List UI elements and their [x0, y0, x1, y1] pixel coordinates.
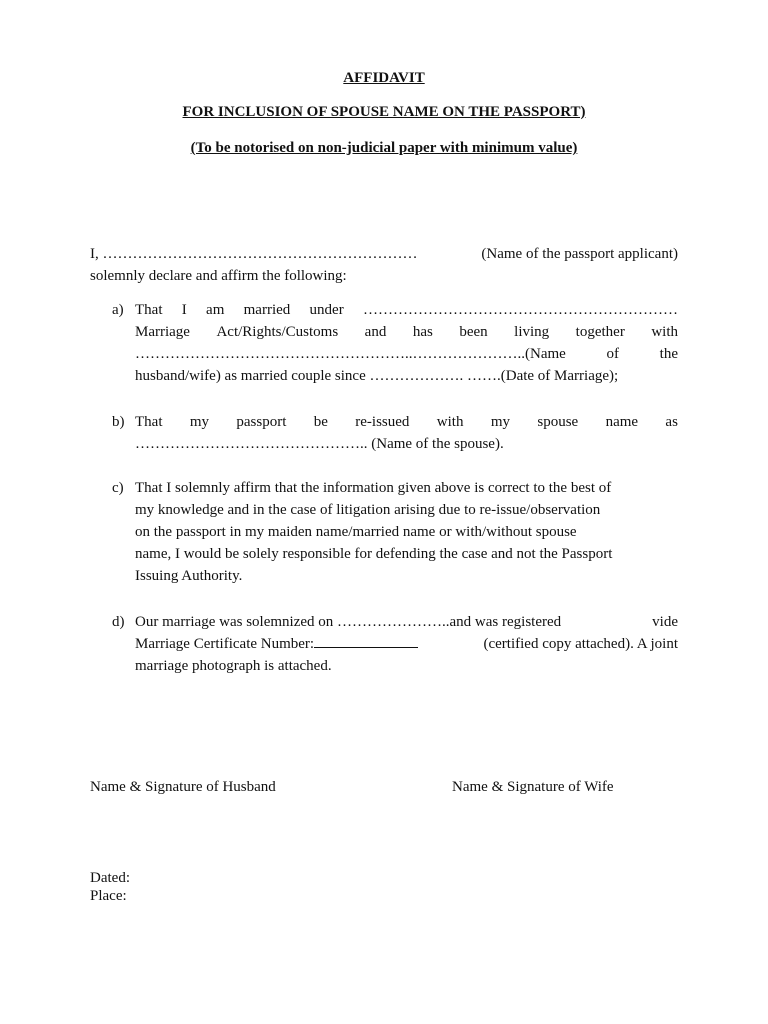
wife-signature-label: Name & Signature of Wife	[452, 779, 614, 795]
word: my	[490, 414, 510, 430]
word: the	[659, 346, 678, 362]
spouse-name-blank: ………………………………………………..…………………..(Name	[135, 346, 566, 362]
clause-a-line-1	[135, 299, 678, 321]
clause-c-line-2: my knowledge and in the case of litigation arising due to re-issue/observation	[135, 502, 601, 518]
clause-c-line-1: That I solemnly affirm that the information given above is correct to the best of	[135, 480, 612, 496]
word: am	[206, 302, 225, 318]
word: my	[189, 414, 210, 430]
word: of	[606, 346, 619, 362]
clause-c-line-3: on the passport in my maiden name/married name or with/without spouse	[135, 524, 577, 540]
clause-d-line-2	[135, 633, 678, 655]
document-title: AFFIDAVIT	[343, 70, 425, 86]
clause-c	[112, 477, 678, 587]
clause-d-body	[135, 611, 678, 677]
word: That	[135, 414, 163, 430]
word: as	[665, 414, 678, 430]
word: with	[436, 414, 464, 430]
word: with	[651, 324, 678, 340]
clause-a-line-3	[135, 343, 678, 365]
clause-b-line-2: ……………………………………….. (Name of the spouse).	[135, 436, 504, 452]
word: been	[459, 324, 488, 340]
certificate-number-group	[135, 633, 418, 655]
clause-c-line-4: name, I would be solely responsible for defending the case and not the Passport	[135, 546, 613, 562]
certificate-number-label: Marriage Certificate Number:	[135, 636, 315, 652]
clause-b	[112, 411, 678, 455]
clause-a	[112, 299, 678, 387]
intro-line-1	[90, 243, 678, 265]
declaration-intro	[90, 243, 678, 287]
word: re-issued	[355, 414, 410, 430]
intro-line-2: solemnly declare and affirm the following:	[90, 268, 347, 284]
clause-c-line-5: Issuing Authority.	[135, 568, 243, 584]
word: passport	[236, 414, 287, 430]
word: living	[514, 324, 550, 340]
word: together	[575, 324, 625, 340]
clause-b-line-1	[135, 411, 678, 433]
clause-b-body	[135, 411, 678, 455]
marriage-date-text: Our marriage was solemnized on …………………..and was registered	[135, 614, 562, 630]
clause-d	[112, 611, 678, 677]
word: vide	[652, 614, 678, 630]
word: has	[412, 324, 433, 340]
clause-a-line-4: husband/wife) as married couple since ………………. …….(Date of Marriage);	[135, 368, 619, 384]
clause-marker: d)	[112, 614, 125, 630]
word: I	[181, 302, 187, 318]
clause-marker: b)	[112, 414, 125, 430]
word: be	[313, 414, 328, 430]
document-note: (To be notorised on non-judicial paper with minimum value)	[190, 140, 578, 156]
clause-marker: c)	[112, 480, 124, 496]
marriage-act-blank: ………………………………………………………	[362, 302, 678, 318]
word: That	[135, 302, 163, 318]
word: Act/Rights/Customs	[216, 324, 339, 340]
word: and	[364, 324, 387, 340]
word: Marriage	[135, 324, 190, 340]
applicant-name-blank: I, ………………………………………………………	[90, 246, 418, 262]
clause-a-line-2	[135, 321, 678, 343]
husband-signature-label: Name & Signature of Husband	[90, 779, 276, 795]
place-label: Place:	[90, 888, 127, 904]
clause-marker: a)	[112, 302, 124, 318]
clause-a-body	[135, 299, 678, 387]
word: name	[605, 414, 639, 430]
applicant-name-caption: (Name of the passport applicant)	[481, 246, 678, 262]
word: spouse	[537, 414, 579, 430]
word: under	[309, 302, 344, 318]
clause-d-line-3: marriage photograph is attached.	[135, 658, 332, 674]
clause-d-line-1	[135, 611, 678, 633]
clause-c-body	[135, 477, 678, 587]
word: married	[243, 302, 291, 318]
certificate-number-blank	[314, 633, 418, 648]
certified-copy-text: (certified copy attached). A joint	[483, 636, 678, 652]
document-subtitle: FOR INCLUSION OF SPOUSE NAME ON THE PASSPORT)	[182, 104, 586, 120]
dated-label: Dated:	[90, 870, 130, 886]
